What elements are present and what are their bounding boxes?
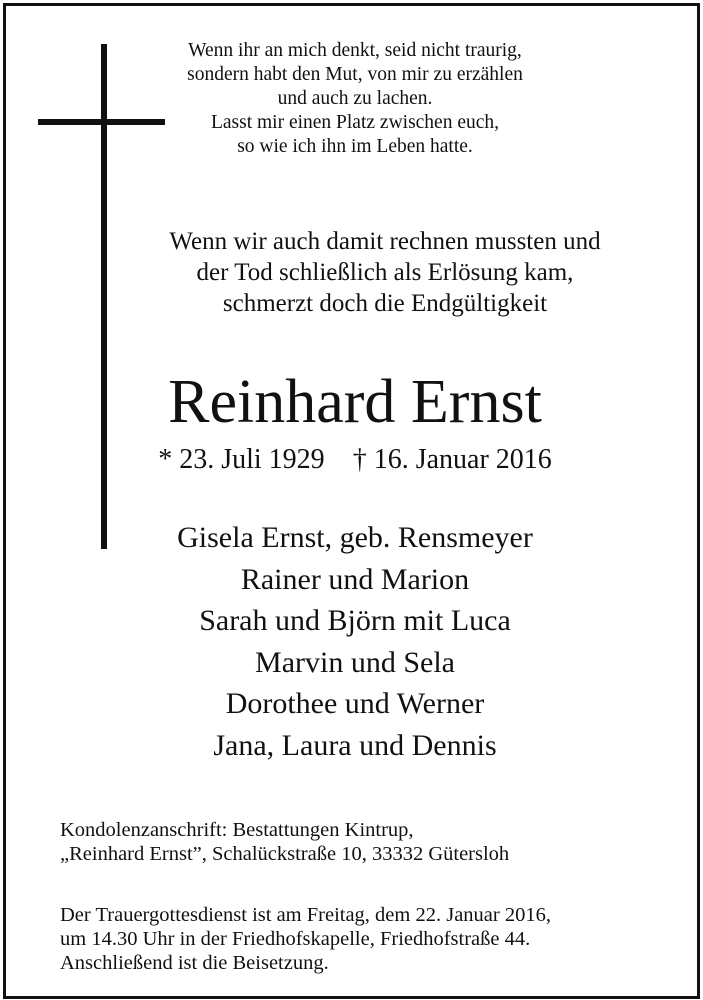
service-line: Anschließend ist die Beisetzung. xyxy=(60,952,329,974)
poem-line: Wenn ihr an mich denkt, seid nicht traurig, xyxy=(188,40,522,61)
intro-text xyxy=(55,226,703,319)
intro-line: Wenn wir auch damit rechnen mussten und xyxy=(169,228,601,255)
mourner-entry: Dorothee und Werner xyxy=(225,687,485,720)
death-date: † 16. Januar 2016 xyxy=(352,444,552,475)
mourner-entry: Jana, Laura und Dennis xyxy=(213,728,497,762)
mourner-entry: Gisela Ernst, geb. Rensmeyer xyxy=(177,521,533,554)
poem-line: sondern habt den Mut, von mir zu erzählen xyxy=(187,64,523,85)
poem-line: und auch zu lachen. xyxy=(277,88,433,109)
life-dates xyxy=(55,440,655,480)
intro-line: der Tod schließlich als Erlösung kam, xyxy=(196,259,574,286)
mourner-entry: Sarah und Björn mit Luca xyxy=(199,604,511,637)
address-line: Kondolenzanschrift: Bestattungen Kintrup, xyxy=(60,819,414,841)
poem-verse xyxy=(55,39,655,159)
condolence-address xyxy=(60,818,680,866)
intro-line: schmerzt doch die Endgültigkeit xyxy=(222,290,548,317)
service-line: um 14.30 Uhr in der Friedhofskapelle, Friedhofstraße 44. xyxy=(60,928,531,950)
mourner-entry: Marvin und Sela xyxy=(255,645,455,679)
mourner-entry: Rainer und Marion xyxy=(240,562,470,596)
deceased-name: Reinhard Ernst xyxy=(168,368,542,436)
poem-line: so wie ich ihn im Leben hatte. xyxy=(237,136,473,157)
service-info xyxy=(60,903,680,975)
service-line: Der Trauergottesdienst ist am Freitag, dem 22. Januar 2016, xyxy=(60,904,551,926)
mourners-list xyxy=(55,517,655,766)
address-line: „Reinhard Ernst”, Schalückstraße 10, 33332 Gütersloh xyxy=(60,843,510,865)
birth-date: * 23. Juli 1929 xyxy=(158,444,325,475)
poem-line: Lasst mir einen Platz zwischen euch, xyxy=(210,112,500,133)
